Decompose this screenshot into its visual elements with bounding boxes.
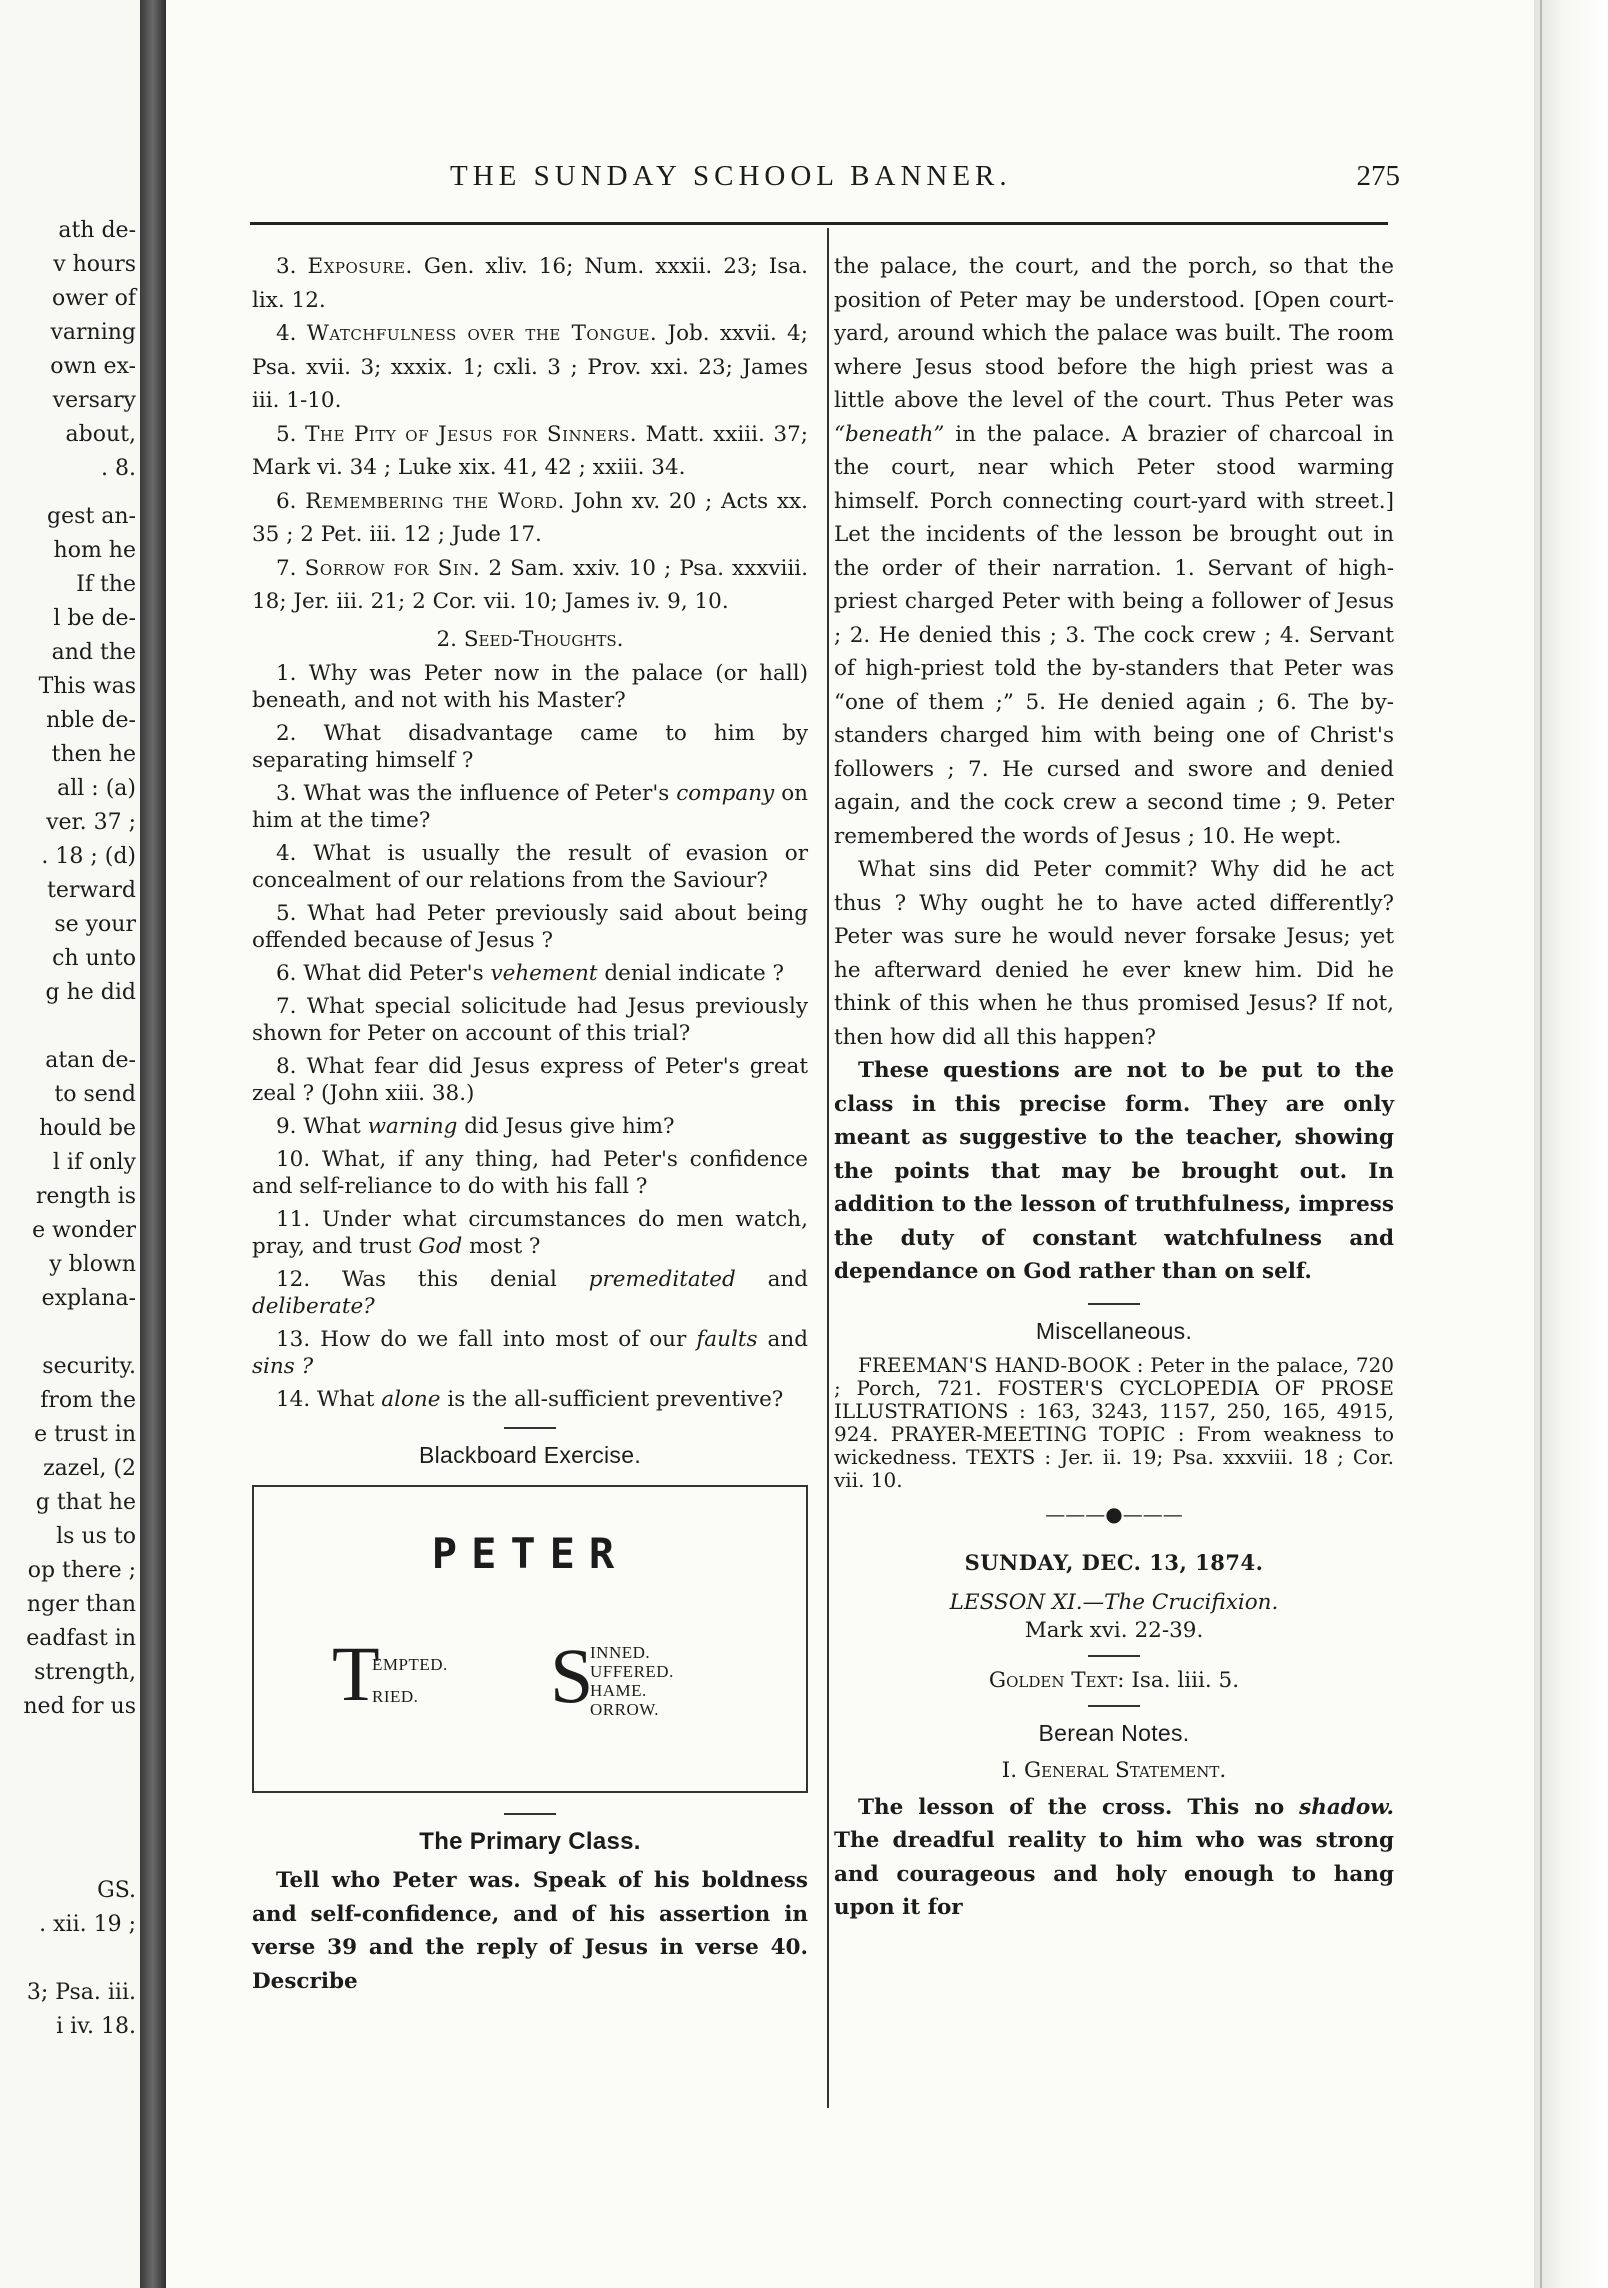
question-item: 13. How do we fall into most of our faults and sins ? xyxy=(252,1327,808,1379)
running-head xyxy=(250,160,1400,200)
facing-page-line: and the xyxy=(51,640,136,665)
facing-page-line: own ex- xyxy=(50,354,136,379)
facing-page-line: . xii. 19 ; xyxy=(39,1912,136,1937)
reference-list xyxy=(252,250,808,619)
question-item: 7. What special solicitude had Jesus previously shown for Peter on account of this trial? xyxy=(252,994,808,1046)
facing-page-line: GS. xyxy=(97,1878,136,1903)
facing-page-line: This was xyxy=(38,674,136,699)
reference-item: 3. Exposure. Gen. xliv. 16; Num. xxxii. 23; Isa. lix. 12. xyxy=(252,254,808,313)
facing-page-line: gest an- xyxy=(47,504,136,529)
header-rule xyxy=(250,222,1388,225)
question-item: 11. Under what circumstances do men watch, pray, and trust God most ? xyxy=(252,1207,808,1259)
facing-page-line: security. xyxy=(42,1354,136,1379)
facing-page-line: l be de- xyxy=(53,606,136,631)
facing-page-line: op there ; xyxy=(27,1558,136,1583)
question-item: 12. Was this denial premeditated and deliberate? xyxy=(252,1267,808,1319)
blackboard-word: PETER xyxy=(431,1528,629,1578)
journal-title: THE SUNDAY SCHOOL BANNER. xyxy=(450,160,1012,192)
facing-page-line: rength is xyxy=(35,1184,136,1209)
question-item: 6. What did Peter's vehement denial indicate ? xyxy=(276,961,785,986)
facing-page-line: ath de- xyxy=(58,218,136,243)
section-rule xyxy=(1088,1655,1140,1657)
facing-page-line: to send xyxy=(54,1082,136,1107)
facing-page-line: about, xyxy=(65,422,136,447)
facing-page-line: hom he xyxy=(53,538,136,563)
facing-page-line: nger than xyxy=(26,1592,136,1617)
general-statement-heading: I. General Statement. xyxy=(1001,1757,1227,1783)
page-number: 275 xyxy=(1356,160,1400,192)
facing-page-line: g he did xyxy=(45,980,136,1005)
facing-page-line: nble de- xyxy=(46,708,136,733)
question-item: 10. What, if any thing, had Peter's confidence and self-reliance to do with his fall ? xyxy=(252,1147,808,1199)
facing-page-fragment xyxy=(0,0,140,2288)
facing-page-line: 3; Psa. iii. xyxy=(26,1980,136,2005)
blackboard-s-word: INNED. xyxy=(590,1642,651,1662)
facing-page-line: atan de- xyxy=(45,1048,136,1073)
lesson-paragraph: the palace, the court, and the porch, so that the position of Peter may be understood. [Open court-yard, around which the palace was built. The room where Jesus stood before the high priest was a little above the level of the court. Thus Peter was “beneath” in the palace. A brazier of charcoal in the court, near which Peter stood warming himself. Porch connecting court-yard with street.] Let the incidents of the lesson be brought out in the order of their narration. 1. Servant of high-priest charged Peter with being a follower of Jesus ; 2. He denied this ; 3. The cock crew ; 4. Servant of high-priest told the by-standers that Peter was “one of them ;” 5. He denied again ; 6. The by-standers charged him with being one of Christ's followers ; 7. He cursed and swore and denied again, and the cock crew a second time ; 9. Peter remembered the words of Jesus ; 10. He wept. xyxy=(834,254,1394,849)
facing-page-line: ch unto xyxy=(52,946,136,971)
question-item: 8. What fear did Jesus express of Peter's great zeal ? (John xiii. 38.) xyxy=(252,1054,808,1106)
question-item: 2. What disadvantage came to him by separating himself ? xyxy=(252,721,808,773)
facing-page-line: zazel, (2 xyxy=(43,1456,136,1481)
facing-page-line: e trust in xyxy=(34,1422,136,1447)
reference-item: 7. Sorrow for Sin. 2 Sam. xxiv. 10 ; Psa. xxxviii. 18; Jer. iii. 21; 2 Cor. vii. 10; James iv. 9, 10. xyxy=(252,555,808,614)
facing-page-line: . 8. xyxy=(101,456,136,481)
questions-paragraph: What sins did Peter commit? Why did he act thus ? Why ought he to have acted differently? Peter was sure he would never forsake Jesus; yet he afterward denied he ever knew him. Did he think of this when he thus promised Jesus? If not, then how did all this happen? xyxy=(834,857,1394,1050)
blackboard-t-word: EMPTED. xyxy=(372,1654,448,1674)
facing-page-line: se your xyxy=(54,912,136,937)
primary-class-text: Tell who Peter was. Speak of his boldness and self-confidence, and of his assertion in verse 39 and the reply of Jesus in verse 40. Describe xyxy=(252,1868,808,1994)
blackboard-exercise xyxy=(252,1485,808,1793)
lesson-reference: Mark xvi. 22-39. xyxy=(1024,1618,1204,1643)
section-rule xyxy=(504,1427,556,1429)
section-rule xyxy=(1088,1705,1140,1707)
facing-page-line: versary xyxy=(52,388,136,413)
question-item: 9. What warning did Jesus give him? xyxy=(276,1114,675,1139)
blackboard-s-word: HAME. xyxy=(590,1680,647,1700)
miscellaneous-text: FREEMAN'S HAND-BOOK : Peter in the palace, 720 ; Porch, 721. FOSTER'S CYCLOPEDIA OF PROSE ILLUSTRATIONS : 163, 3243, 1157, 250, 165, 4915, 924. PRAYER-MEETING TOPIC : From weakness to wickedness. TEXTS : Jer. ii. 19; Psa. xxxviii. 18 ; Cor. vii. 10. xyxy=(834,1353,1394,1492)
facing-page-line: l if only xyxy=(52,1150,136,1175)
facing-page-line: . 18 ; (d) xyxy=(41,844,136,869)
facing-page-line: If the xyxy=(76,572,136,597)
facing-page-line: ver. 37 ; xyxy=(46,810,136,835)
blackboard-s-initial: S xyxy=(550,1631,594,1719)
facing-page-line: then he xyxy=(51,742,136,767)
facing-page-line: eadfast in xyxy=(26,1626,136,1651)
reference-item: 4. Watchfulness over the Tongue. Job. xxvii. 4; Psa. xvii. 3; xxxix. 1; cxli. 3 ; Prov. xxi. 23; James iii. 1-10. xyxy=(252,321,808,413)
facing-page-line: g that he xyxy=(35,1490,136,1515)
blackboard-heading: Blackboard Exercise. xyxy=(418,1442,642,1468)
blackboard-t-word: RIED. xyxy=(372,1686,419,1706)
facing-page-line: terward xyxy=(47,878,136,903)
facing-page-line: all : (a) xyxy=(57,776,136,801)
seed-thoughts-heading: 2. Seed-Thoughts. xyxy=(436,626,624,652)
facing-page-line: ower of xyxy=(52,286,136,311)
question-item: 3. What was the influence of Peter's company on him at the time? xyxy=(252,781,808,833)
book-spine xyxy=(140,0,166,2288)
page-edge xyxy=(1534,0,1608,2288)
facing-page-line: e wonder xyxy=(32,1218,136,1243)
question-list xyxy=(252,660,808,1413)
miscellaneous-heading: Miscellaneous. xyxy=(1035,1317,1193,1344)
teacher-note-paragraph: These questions are not to be put to the class in this precise form. They are only meant as suggestive to the teacher, showing the points that may be brought out. In addition to the lesson of truthfulness, impress the duty of constant watchfulness and dependance on God rather than on self. xyxy=(834,1058,1394,1284)
lesson-date: SUNDAY, DEC. 13, 1874. xyxy=(964,1549,1264,1575)
facing-page-line: varning xyxy=(50,320,136,345)
section-rule xyxy=(1088,1303,1140,1305)
question-item: 4. What is usually the result of evasion or concealment of our relations from the Saviour? xyxy=(252,841,808,893)
reference-item: 5. The Pity of Jesus for Sinners. Matt. xxiii. 37; Mark vi. 34 ; Luke xix. 41, 42 ; xxiii. 34. xyxy=(252,421,808,480)
right-column xyxy=(834,250,1394,1925)
section-rule xyxy=(504,1813,556,1815)
left-column xyxy=(252,250,808,1998)
reference-item: 6. Remembering the Word. John xv. 20 ; Acts xx. 35 ; 2 Pet. iii. 12 ; Jude 17. xyxy=(252,488,808,547)
facing-page-line: y blown xyxy=(49,1252,136,1277)
golden-text: Golden Text: Isa. liii. 5. xyxy=(988,1668,1240,1693)
blackboard-t-initial: T xyxy=(332,1629,380,1717)
facing-page-line: explana- xyxy=(41,1286,136,1311)
primary-class-heading: The Primary Class. xyxy=(419,1827,641,1855)
blackboard-s-word: UFFERED. xyxy=(590,1661,674,1681)
question-item: 5. What had Peter previously said about being offended because of Jesus ? xyxy=(252,901,808,953)
column-rule xyxy=(827,228,829,2108)
blackboard-s-word: ORROW. xyxy=(590,1699,659,1719)
section-divider: ———●——— xyxy=(1045,1502,1183,1526)
facing-page-line: ls us to xyxy=(56,1524,136,1549)
berean-notes-heading: Berean Notes. xyxy=(1038,1720,1190,1746)
question-item: 14. What alone is the all-sufficient preventive? xyxy=(276,1387,784,1412)
facing-page-line: strength, xyxy=(34,1660,136,1685)
question-item: 1. Why was Peter now in the palace (or hall) beneath, and not with his Master? xyxy=(252,661,808,713)
facing-page-line: from the xyxy=(40,1388,136,1413)
facing-page-line: i iv. 18. xyxy=(56,2014,136,2039)
general-statement-text: The lesson of the cross. This no shadow. The dreadful reality to him who was strong and courageous and holy enough to hang upon it for xyxy=(834,1794,1394,1920)
facing-page-line: v hours xyxy=(53,252,136,277)
facing-page-line: hould be xyxy=(39,1116,136,1141)
lesson-title: LESSON XI.—The Crucifixion. Mark xvi. 22-39. xyxy=(949,1590,1279,1643)
facing-page-line: ned for us xyxy=(23,1694,136,1719)
